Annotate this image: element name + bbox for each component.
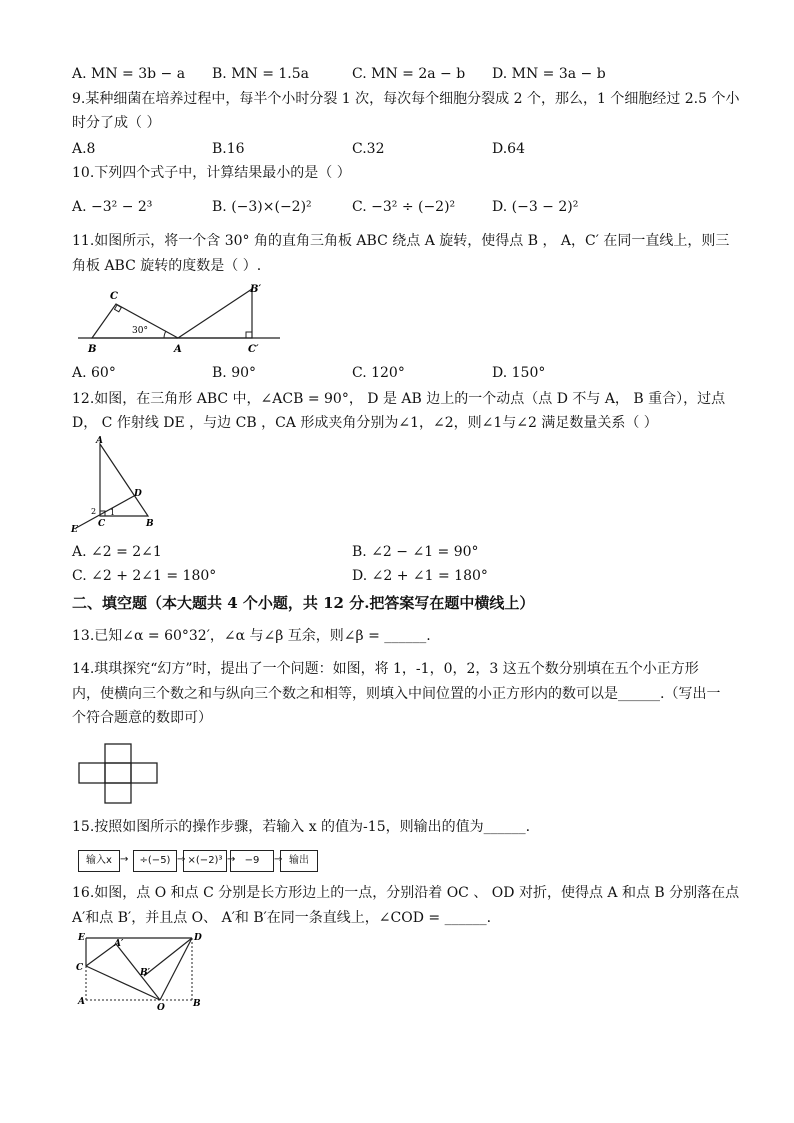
q9-option-d: D.64 bbox=[492, 141, 525, 157]
q11-angle-arc bbox=[164, 331, 166, 338]
q9-option-c: C.32 bbox=[352, 141, 385, 157]
q11-text-line1: 11.如图所示，将一个含 30° 角的直角三角板 ABC 绕点 A 旋转，使得点 B ， A，C′ 在同一直线上，则三 bbox=[72, 233, 730, 249]
q11-label-b-prime: B′ bbox=[250, 284, 262, 295]
flow-arrow-1: → bbox=[120, 854, 129, 865]
q12-option-d: D. ∠2 + ∠1 = 180° bbox=[352, 568, 488, 584]
q10-option-a: A. −3² − 2³ bbox=[72, 199, 153, 215]
q12-option-b: B. ∠2 − ∠1 = 90° bbox=[352, 544, 479, 560]
q10-option-b: B. (−3)×(−2)² bbox=[212, 199, 312, 215]
q10-options bbox=[72, 197, 722, 217]
q16-text-line2: A′和点 B′，并且点 O、 A′和 B′在同一条直线上，∠COD = ______. bbox=[72, 910, 492, 926]
q16-label-e: E bbox=[78, 933, 85, 943]
q16-line-o-a2 bbox=[116, 944, 160, 1000]
magic-square-center bbox=[105, 763, 131, 783]
q12-label-a: A bbox=[96, 436, 103, 446]
section2-heading: 二、填空题（本大题共 4 个小题，共 12 分.把答案写在题中横线上） bbox=[72, 594, 535, 612]
q8-option-d: D. MN = 3a − b bbox=[492, 66, 606, 82]
q12-text-line2: D， C 作射线 DE ，与边 CB ，CA 形成夹角分别为∠1，∠2，则∠1与∠2 满足数量关系（ ） bbox=[72, 415, 658, 431]
q9-option-a: A.8 bbox=[72, 141, 96, 157]
q12-option-a: A. ∠2 = 2∠1 bbox=[72, 544, 162, 560]
q15-flowchart bbox=[78, 850, 318, 872]
q14-text-line2: 内，使横向三个数之和与纵向三个数之和相等，则填入中间位置的小正方形内的数可以是______.（写出一 bbox=[72, 686, 721, 702]
flow-arrow-2: → bbox=[177, 854, 186, 865]
q16-rectangle-fold-figure bbox=[74, 930, 210, 1012]
q10-text-line1: 10.下列四个式子中，计算结果最小的是（ ） bbox=[72, 165, 351, 181]
flow-input-box: 输入x bbox=[78, 850, 120, 872]
flow-arrow-4: → bbox=[274, 854, 283, 865]
q12-triangle-figure bbox=[68, 436, 160, 536]
q8-option-c: C. MN = 2a − b bbox=[352, 66, 466, 82]
q11-option-c: C. 120° bbox=[352, 365, 405, 381]
q11-option-d: D. 150° bbox=[492, 365, 546, 381]
q9-options bbox=[72, 139, 722, 159]
q9-option-b: B.16 bbox=[212, 141, 245, 157]
q12-label-angle1: 1 bbox=[110, 508, 116, 517]
q16-line-od bbox=[160, 938, 192, 1000]
q12-label-angle2: 2 bbox=[91, 507, 97, 516]
q11-option-a: A. 60° bbox=[72, 365, 116, 381]
q11-text-line2: 角板 ABC 旋转的度数是（ ）. bbox=[72, 258, 262, 274]
q11-triangle-ab2c2 bbox=[178, 289, 252, 338]
q14-text-line1: 14.琪琪探究“幻方”时，提出了一个问题：如图，将 1，-1，0，2，3 这五个数分别填在五个小正方形 bbox=[72, 661, 699, 677]
q8-options bbox=[72, 64, 722, 84]
q16-label-b: B bbox=[193, 999, 201, 1009]
q12-label-e: E bbox=[71, 525, 78, 535]
q11-label-a: A bbox=[174, 344, 182, 355]
magic-square-left bbox=[79, 763, 105, 783]
q8-option-a: A. MN = 3b − a bbox=[72, 66, 186, 82]
q16-label-c: C bbox=[76, 963, 84, 973]
q11-rotation-figure bbox=[74, 282, 284, 358]
q16-line-c-a2 bbox=[86, 944, 116, 966]
q14-text-line3: 个符合题意的数即可） bbox=[72, 710, 212, 726]
q12-text-line1: 12.如图，在三角形 ABC 中，∠ACB = 90°， D 是 AB 边上的一个动点（点 D 不与 A， B 重合），过点 bbox=[72, 391, 726, 407]
q12-label-c: C bbox=[98, 519, 106, 529]
flow-arrow-3: → bbox=[227, 854, 236, 865]
q11-label-c: C bbox=[110, 291, 118, 302]
q10-option-d: D. (−3 − 2)² bbox=[492, 199, 579, 215]
q11-label-b: B bbox=[88, 344, 97, 355]
q16-text-line1: 16.如图，点 O 和点 C 分别是长方形边上的一点，分别沿着 OC 、 OD 对折，使得点 A 和点 B 分别落在点 bbox=[72, 885, 740, 901]
q12-label-d: D bbox=[134, 489, 142, 499]
q16-label-d: D bbox=[194, 933, 202, 943]
q11-options bbox=[72, 363, 722, 383]
q9-text-line1: 9.某种细菌在培养过程中，每半个小时分裂 1 次，每次每个细胞分裂成 2 个，那么，1 个细胞经过 2.5 个小 bbox=[72, 91, 740, 107]
q12-option-c: C. ∠2 + 2∠1 = 180° bbox=[72, 568, 217, 584]
flow-output-box: 输出 bbox=[280, 850, 318, 872]
q8-option-b: B. MN = 1.5a bbox=[212, 66, 310, 82]
q16-label-o: O bbox=[157, 1003, 165, 1012]
magic-square-top bbox=[105, 744, 131, 763]
flow-divide-box: ÷(−5) bbox=[133, 850, 177, 872]
q15-text: 15.按照如图所示的操作步骤，若输入 x 的值为-15，则输出的值为______. bbox=[72, 819, 531, 835]
q12-triangle-abc bbox=[100, 444, 148, 516]
flow-multiply-box: ×(−2)³ bbox=[183, 850, 227, 872]
q14-cross-squares-figure bbox=[78, 743, 160, 805]
q12-options-row1 bbox=[72, 542, 722, 562]
q11-label-angle: 30° bbox=[132, 326, 148, 336]
q13-text: 13.已知∠α = 60°32′，∠α 与∠β 互余，则∠β = ______. bbox=[72, 628, 431, 644]
q16-label-b-prime: B′ bbox=[140, 968, 150, 978]
flow-subtract-box: −9 bbox=[230, 850, 274, 872]
q11-right-angle-c2 bbox=[246, 332, 252, 338]
magic-square-right bbox=[131, 763, 157, 783]
q11-label-c-prime: C′ bbox=[248, 344, 259, 355]
q12-label-b: B bbox=[146, 519, 154, 529]
magic-square-bottom bbox=[105, 783, 131, 803]
q9-text-line2: 时分了成（ ） bbox=[72, 115, 161, 131]
q10-option-c: C. −3² ÷ (−2)² bbox=[352, 199, 456, 215]
q12-options-row2 bbox=[72, 566, 722, 586]
q16-label-a: A bbox=[78, 997, 85, 1007]
q11-option-b: B. 90° bbox=[212, 365, 257, 381]
q16-line-d-b2 bbox=[144, 938, 192, 976]
q16-label-a-prime: A′ bbox=[114, 939, 124, 949]
